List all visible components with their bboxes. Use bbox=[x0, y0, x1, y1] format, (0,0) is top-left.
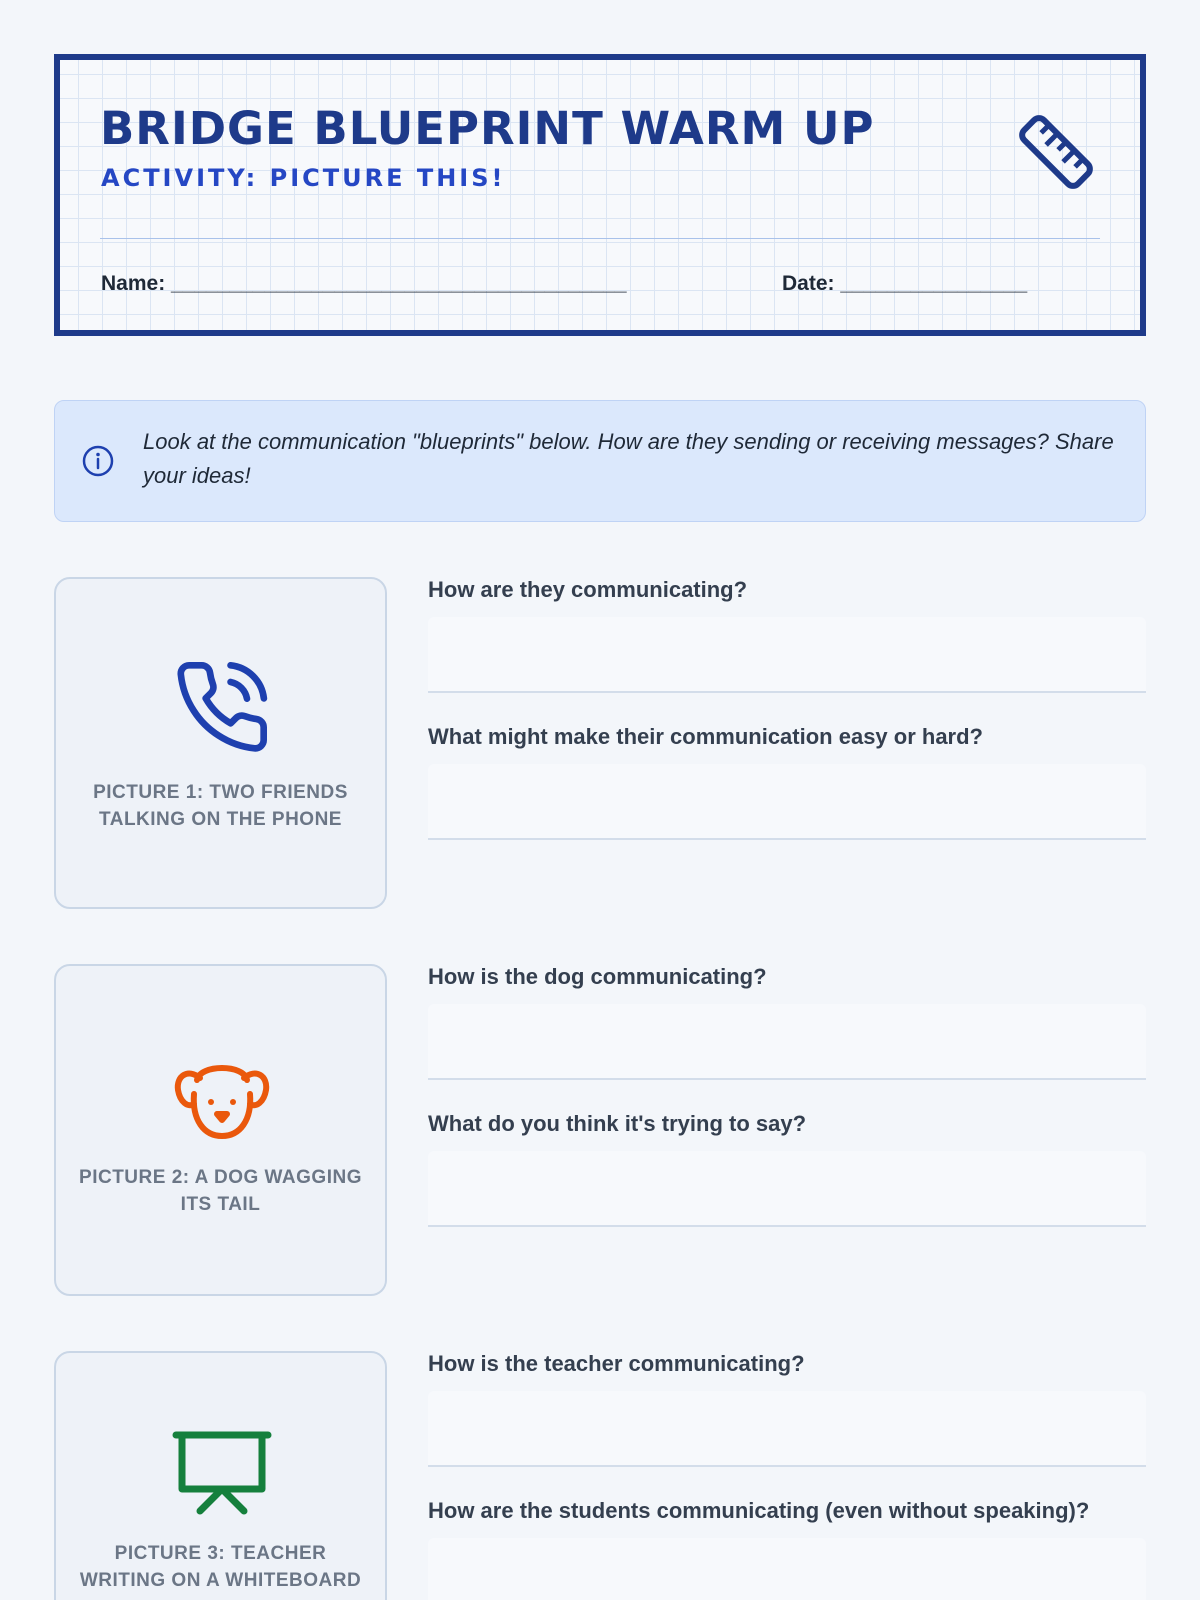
question-label: How is the teacher communicating? bbox=[428, 1351, 805, 1376]
picture-caption-2: PICTURE 2: A DOG WAGGING ITS TAIL bbox=[79, 1167, 362, 1215]
question-block bbox=[428, 1111, 1146, 1227]
instructions-text: Look at the communication "blueprints" below. How are they sending or receiving messages? Share your ideas! bbox=[143, 429, 1114, 488]
answer-field[interactable] bbox=[428, 617, 1146, 693]
date-field[interactable]: Date: ________________ bbox=[782, 272, 1028, 295]
question-block bbox=[428, 577, 1146, 693]
question-label: What do you think it's trying to say? bbox=[428, 1111, 807, 1136]
activity-subtitle: ACTIVITY: PICTURE THIS! bbox=[101, 164, 506, 192]
answer-field[interactable] bbox=[428, 764, 1146, 840]
question-label: How are they communicating? bbox=[428, 577, 748, 602]
question-block bbox=[428, 724, 1146, 840]
question-label: What might make their communication easy or hard? bbox=[428, 724, 983, 749]
instructions-callout bbox=[54, 400, 1146, 522]
question-label: How is the dog communicating? bbox=[428, 964, 767, 989]
name-field[interactable]: Name: _______________________________________ bbox=[101, 272, 627, 295]
answer-field[interactable] bbox=[428, 1538, 1146, 1600]
picture-caption-3: PICTURE 3: TEACHER WRITING ON A WHITEBOARD bbox=[79, 1543, 362, 1591]
presentation-board-icon bbox=[172, 1425, 272, 1525]
picture-card-2 bbox=[54, 964, 387, 1296]
question-block bbox=[428, 964, 1146, 1080]
info-icon bbox=[81, 444, 115, 478]
phone-icon bbox=[172, 657, 272, 757]
picture-card-1 bbox=[54, 577, 387, 909]
dog-icon bbox=[172, 1050, 272, 1150]
answer-field[interactable] bbox=[428, 1004, 1146, 1080]
worksheet-title: BRIDGE BLUEPRINT WARM UP bbox=[100, 102, 875, 155]
answer-field[interactable] bbox=[428, 1151, 1146, 1227]
picture-card-3 bbox=[54, 1351, 387, 1600]
question-block bbox=[428, 1351, 1146, 1467]
question-block bbox=[428, 1498, 1146, 1600]
worksheet-header bbox=[54, 54, 1146, 336]
answer-field[interactable] bbox=[428, 1391, 1146, 1467]
picture-caption-1: PICTURE 1: TWO FRIENDS TALKING ON THE PHONE bbox=[93, 782, 348, 830]
question-label: How are the students communicating (even without speaking)? bbox=[428, 1498, 1090, 1523]
ruler-icon bbox=[1014, 110, 1098, 194]
header-divider bbox=[100, 238, 1100, 239]
